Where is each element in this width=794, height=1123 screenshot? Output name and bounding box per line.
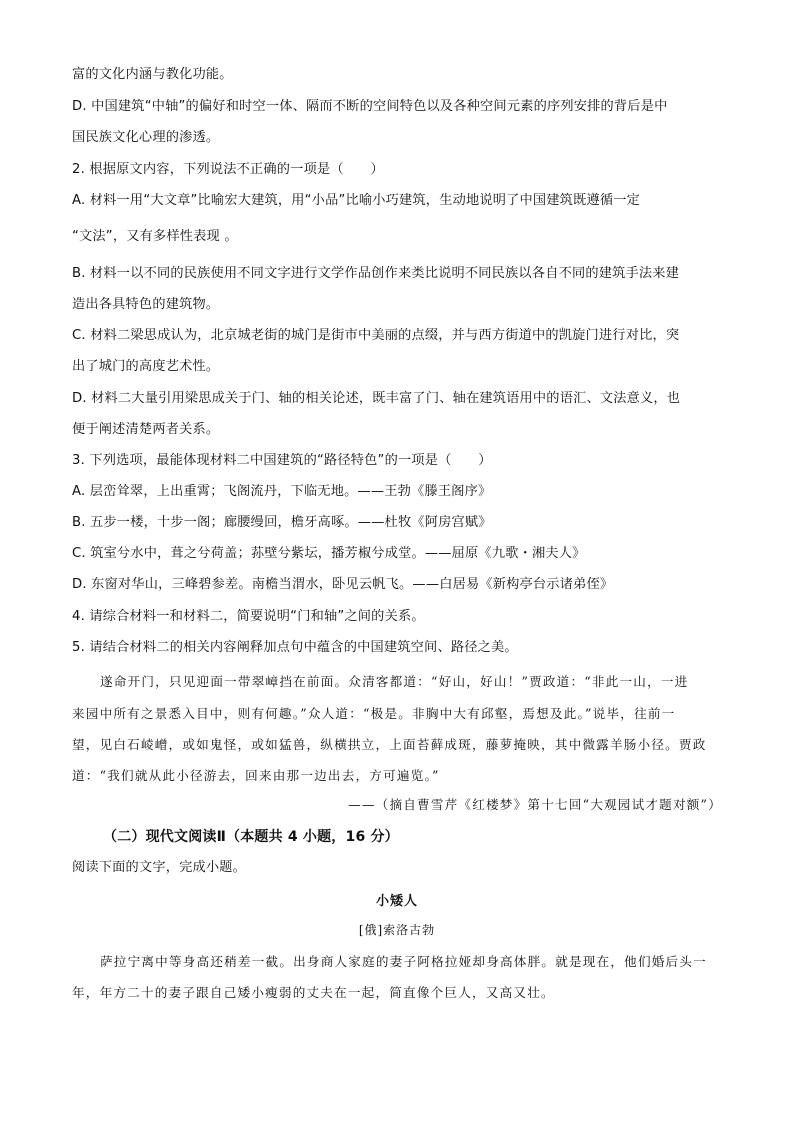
q2-option-b-line1: B. 材料一以不同的民族使用不同文字进行文学作品创作来类比说明不同民族以各自不同的建筑手法来建 [72, 266, 680, 281]
question-3-stem: 3. 下列选项，最能体现材料二中国建筑的“路径特色”的一项是（ ） [72, 453, 492, 468]
q3-option-c: C. 筑室兮水中，葺之兮荷盖；荪壁兮紫坛，播芳椒兮成堂。——屈原《九歌・湘夫人》 [72, 546, 586, 561]
q2-option-b-line2: 造出各具特色的建筑物。 [72, 297, 220, 312]
q2-option-d-line1: D. 材料二大量引用梁思成关于门、轴的相关论述，既丰富了门、轴在建筑语用中的语汇、文法意义，也 [72, 391, 681, 406]
question-4: 4. 请综合材料一和材料二，简要说明“门和轴”之间的关系。 [72, 609, 425, 624]
story-paragraph-line2: 年，年方二十的妻子跟自己矮小瘦弱的丈夫在一起，简直像个巨人，又高又壮。 [72, 985, 555, 1000]
section-heading: （二）现代文阅读Ⅱ（本题共 4 小题，16 分） [103, 829, 399, 845]
q2-option-a-line2: “文法”，又有多样性表现 。 [72, 229, 238, 244]
q3-option-b: B. 五步一楼，十步一阁；廊腰缦回，檐牙高啄。——杜牧《阿房宫赋》 [72, 515, 492, 530]
story-author: [俄]索洛古勃 [358, 923, 436, 937]
story-paragraph-line1: 萨拉宁离中等身高还稍差一截。出身商人家庭的妻子阿格拉娅却身高体胖。就是现在，他们婚后头一 [100, 954, 707, 969]
q2-option-a-line1: A. 材料一用“大文章”比喻宏大建筑，用“小品”比喻小巧建筑，生动地说明了中国建筑既遵循一定 [72, 193, 641, 208]
question-2-stem: 2. 根据原文内容，下列说法不正确的一项是（ ） [72, 162, 384, 177]
excerpt-line3: 望，见白石崚嶒，或如鬼怪，或如猛兽，纵横拱立，上面苔藓成斑，藤萝掩映，其中微露羊肠小径。贾政 [72, 737, 707, 752]
q3-option-a: A. 层峦耸翠，上出重霄；飞阁流丹，下临无地。——王勃《滕王阁序》 [72, 484, 492, 499]
q2-option-c-line1: C. 材料二梁思成认为，北京城老街的城门是街市中美丽的点缀，并与西方街道中的凯旋门进行对比，突 [72, 328, 680, 343]
excerpt-line1: 遂命开门，只见迎面一带翠嶂挡在前面。众清客都道：“好山，好山！”贾政道：“非此一山，一进 [100, 674, 689, 689]
q3-option-d: D. 东窗对华山，三峰碧参差。南檐当渭水，卧见云帆飞。——白居易《新构亭台示诸弟侄》 [72, 577, 614, 592]
question-5: 5. 请结合材料二的相关内容阐释加点句中蕴含的中国建筑空间、路径之美。 [72, 640, 518, 655]
reading-instruction: 阅读下面的文字，完成小题。 [72, 860, 247, 875]
story-title: 小矮人 [375, 894, 418, 909]
excerpt-line4: 道：“我们就从此小径游去，回来由那一边出去，方可遍览。” [72, 768, 440, 783]
q2-option-c-line2: 出了城门的高度艺术性。 [72, 359, 220, 374]
option-d-line2: 国民族文化心理的渗透。 [72, 130, 220, 145]
excerpt-line2: 来园中所有之景悉入目中，则有何趣。”众人道：“极是。非胸中大有邱壑，焉想及此。”说毕，往前一 [72, 706, 676, 721]
option-c-continuation: 富的文化内涵与教化功能。 [72, 67, 233, 82]
q2-option-d-line2: 便于阐述清楚两者关系。 [72, 422, 220, 437]
option-d-line1: D. 中国建筑“中轴”的偏好和时空一体、隔而不断的空间特色以及各种空间元素的序列安排的背后是中 [72, 99, 668, 114]
excerpt-source: ——（摘自曹雪芹《红楼梦》第十七回“大观园试才题对额”） [348, 797, 722, 812]
